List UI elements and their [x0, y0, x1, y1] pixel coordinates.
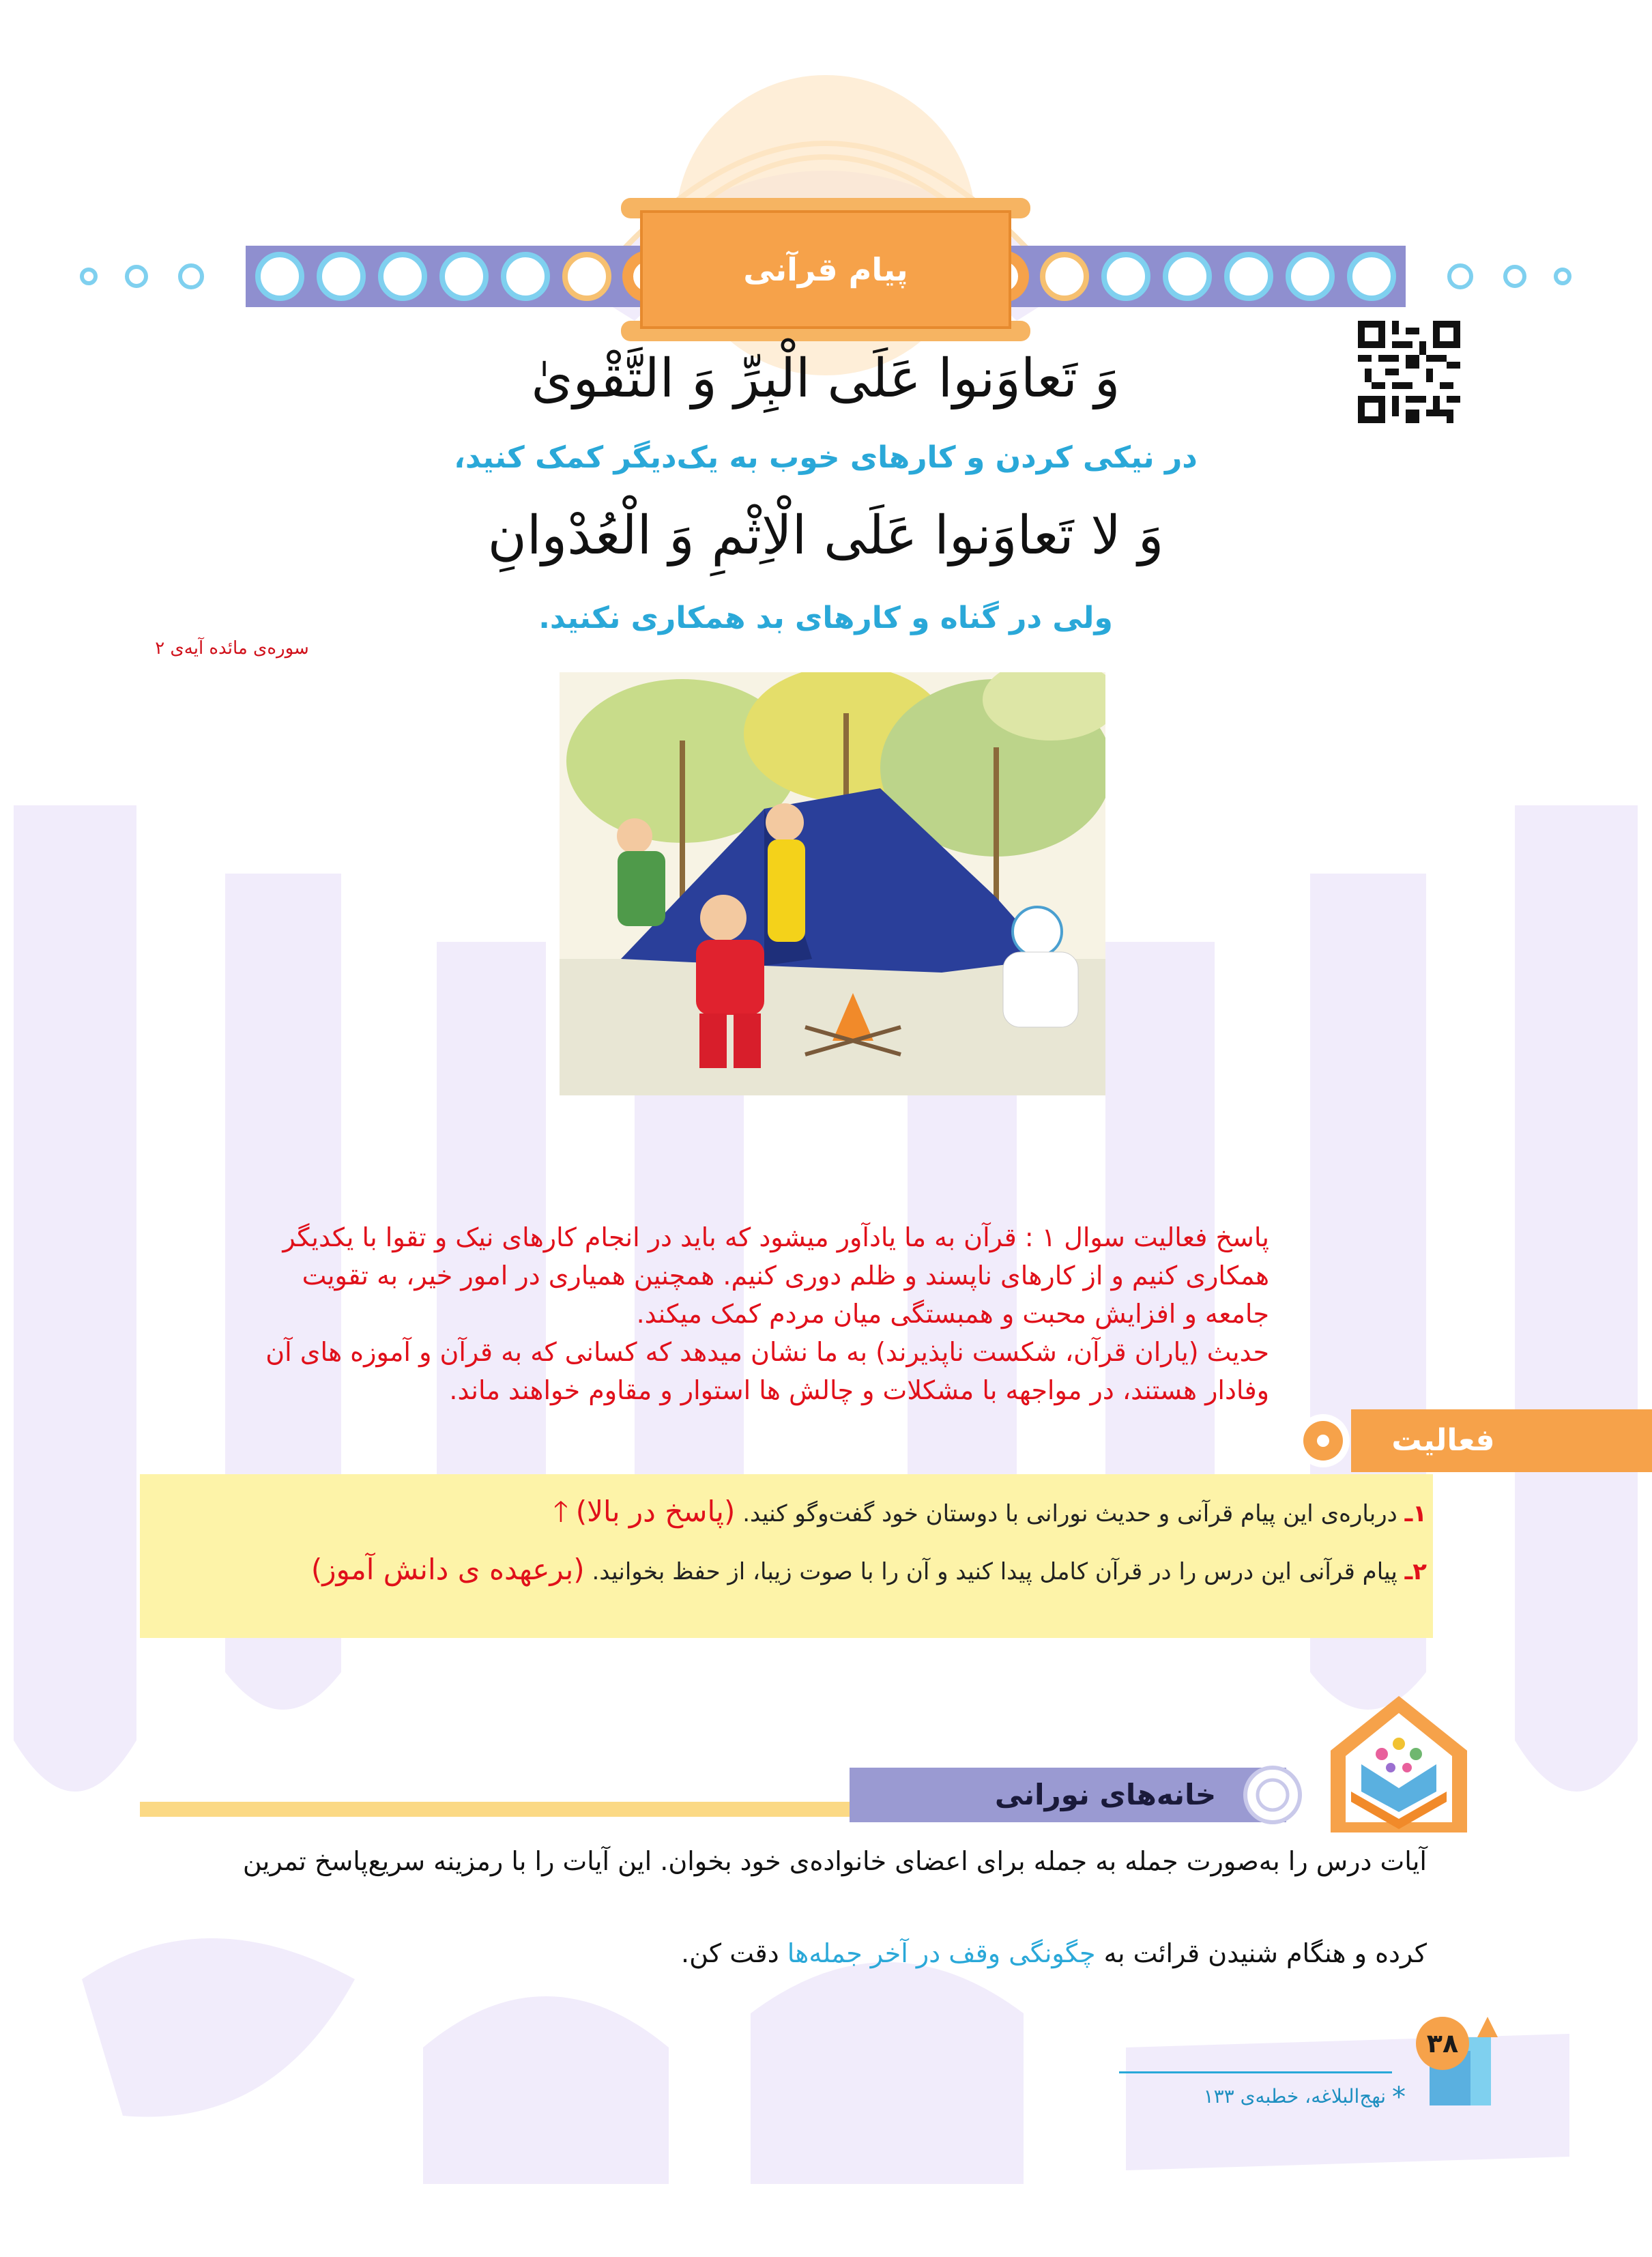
camping-illustration	[560, 672, 1105, 1095]
verse-persian-1: در نیکی کردن و کارهای خوب به یک‌دیگر کمک کنید،	[454, 440, 1198, 475]
footnote-text: نهج‌البلاغه، خطبه‌ی ۱۳۳	[1203, 2085, 1387, 2108]
activity-item-1-note: (پاسخ در بالا)	[575, 1495, 736, 1528]
footnote	[1119, 2082, 1406, 2113]
answer-line: حدیث (یاران قرآن، شکست ناپذیرند) به ما نشان میدهد که کسانی که به قرآن و آموزه های آن	[265, 1337, 1269, 1367]
verse-arabic-1: وَ تَعاوَنوا عَلَی الْبِرِّ وَ التَّقْویٰ	[531, 348, 1120, 409]
activity-item-2-number: ۲ـ	[1404, 1558, 1427, 1585]
nurani-rosette-icon	[1242, 1764, 1303, 1826]
answer-line: همکاری کنیم و از کارهای ناپسند و ظلم دوری کنیم. همچنین همیاری در امور خیر، به تقویت	[302, 1261, 1269, 1291]
answer-line: جامعه و افزایش محبت و همبستگی میان مردم کمک میکند.	[636, 1299, 1269, 1329]
nurani-highlight: چگونگی وقف در آخر جمله‌ها	[787, 1938, 1096, 1968]
banner-title: پیام قرآنی	[743, 251, 908, 288]
activity-item-1	[553, 1491, 1427, 1540]
qr-code[interactable]	[1358, 321, 1460, 423]
nurani-header-line	[140, 1802, 850, 1817]
activity-item-2	[311, 1553, 1427, 1586]
verse-persian-2: ولی در گناه و کارهای بد همکاری نکنید.	[538, 601, 1113, 635]
answer-paragraph	[55, 1218, 1269, 1409]
quran-house-icon	[1324, 1689, 1474, 1839]
answer-line: پاسخ فعالیت سوال ۱ : قرآن به ما یادآور میشود که باید در انجام کارهای نیک و تقوا با یکدیگر	[282, 1222, 1269, 1252]
page-number: ۳۸	[1416, 2017, 1469, 2070]
activity-item-2-note: (برعهده ی دانش آموز)	[310, 1553, 585, 1586]
nurani-line-2-start: کرده و هنگام شنیدن قرائت به	[1095, 1938, 1427, 1968]
footnote-star: *	[1392, 2082, 1406, 2113]
activity-item-1-text: درباره‌ی این پیام قرآنی و حدیث نورانی با دوستان خود گفت‌وگو کنید.	[742, 1500, 1397, 1527]
activity-header-dot	[1317, 1435, 1329, 1447]
nurani-title: خانه‌های نورانی	[994, 1778, 1217, 1811]
footnote-rule	[1119, 2071, 1392, 2073]
activity-title: فعالیت	[1391, 1423, 1495, 1458]
verse-source: سوره‌ی مائده آیه‌ی ۲	[155, 638, 309, 659]
answer-line: وفادار هستند، در مواجهه با مشکلات و چالش ها استوار و مقاوم خواهند ماند.	[449, 1375, 1269, 1405]
arrow-up-icon: 🡑	[553, 1495, 568, 1528]
activity-item-2-text: پیام قرآنی این درس را در قرآن کامل پیدا کنید و آن را با صوت زیبا، از حفظ بخوانید.	[592, 1558, 1397, 1585]
nurani-line-2	[681, 1938, 1427, 1968]
verse-arabic-2: وَ لا تَعاوَنوا عَلَی الْاِثْمِ وَ الْعُدْوانِ	[487, 505, 1164, 566]
nurani-line-2-end: دقت کن.	[681, 1938, 787, 1968]
activity-item-1-number: ۱ـ	[1404, 1500, 1427, 1527]
nurani-line-1: آیات درس را به‌صورت جمله به جمله برای اعضای خانواده‌ی خود بخوان. این آیات را با رمزینه سریع‌پاسخ تمرین	[242, 1846, 1427, 1876]
